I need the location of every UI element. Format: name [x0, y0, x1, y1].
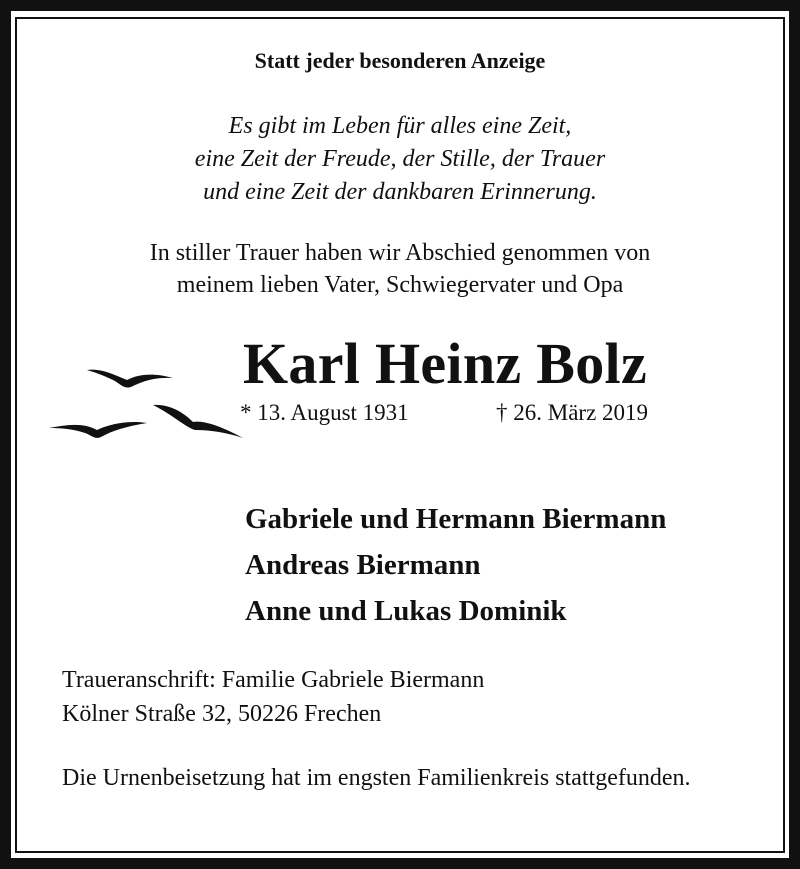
deceased-name: Karl Heinz Bolz — [243, 331, 647, 396]
death-date: † 26. März 2019 — [496, 400, 649, 425]
verse-line-3: und eine Zeit der dankbaren Erinnerung. — [203, 179, 597, 205]
flying-birds-icon — [45, 360, 255, 450]
verse-line-1: Es gibt im Leben für alles eine Zeit, — [228, 113, 572, 139]
verse-line-2: eine Zeit der Freude, der Stille, der Trauer — [194, 146, 606, 172]
bird-right-icon — [153, 405, 243, 438]
birth-date: * 13. August 1931 — [240, 400, 409, 425]
family-line-1: Gabriele und Hermann Biermann — [245, 503, 667, 535]
family-line-3: Anne und Lukas Dominik — [245, 595, 567, 627]
intro-line-2: meinem lieben Vater, Schwiegervater und Opa — [176, 272, 624, 298]
address-line-2: Kölner Straße 32, 50226 Frechen — [62, 701, 382, 727]
intro-line-1: In stiller Trauer haben wir Abschied genommen von — [149, 240, 651, 266]
bird-left-icon — [49, 422, 147, 438]
burial-note: Die Urnenbeisetzung hat im engsten Familienkreis stattgefunden. — [62, 765, 691, 791]
bird-top-icon — [87, 370, 173, 388]
address-line-1: Traueranschrift: Familie Gabriele Biermann — [62, 667, 485, 693]
notice-heading: Statt jeder besonderen Anzeige — [254, 48, 546, 73]
family-line-2: Andreas Biermann — [245, 549, 481, 581]
